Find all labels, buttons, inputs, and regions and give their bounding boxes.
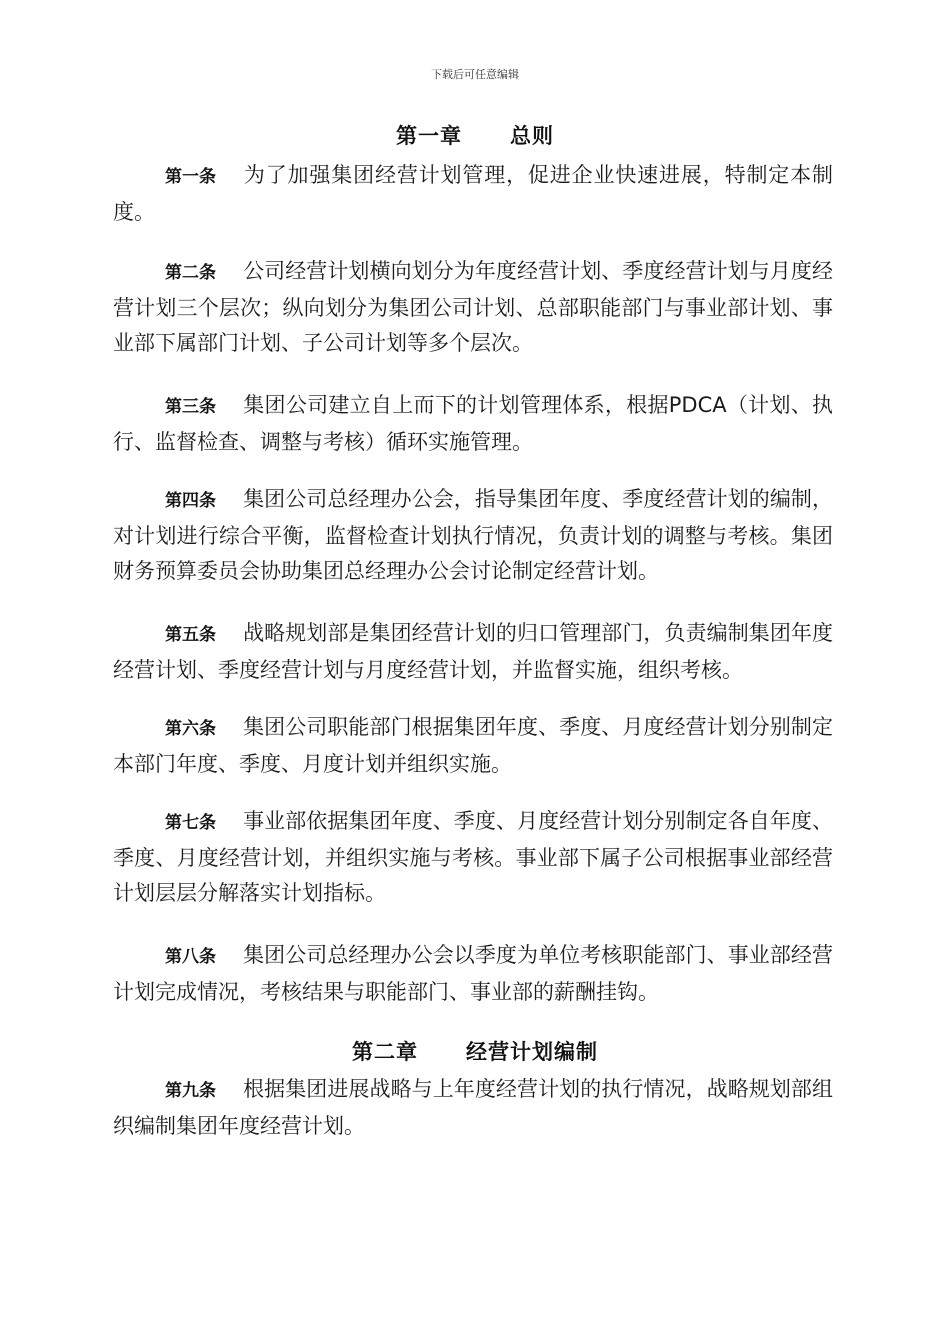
article-number: 第六条: [165, 719, 216, 739]
article-text: 为了加强集团经营计划管理，促进企业快速进展，特制定本制度。: [113, 163, 833, 224]
article-text: 事业部依据集团年度、季度、月度经营计划分别制定各自年度、季度、月度经营计划，并组织实施与考核。事业部下属子公司根据事业部经营计划层层分解落实计划指标。: [113, 809, 833, 905]
article-number: 第一条: [165, 167, 216, 187]
article-number: 第九条: [165, 1081, 216, 1101]
chapter-number: 第二章: [352, 1040, 418, 1064]
article: [113, 158, 833, 230]
article-number: 第三条: [165, 397, 216, 417]
article-text: 集团公司职能部门根据集团年度、季度、月度经营计划分别制定本部门年度、季度、月度计划并组织实施。: [113, 715, 833, 776]
article-number: 第四条: [165, 491, 216, 511]
article-text: 集团公司总经理办公会，指导集团年度、季度经营计划的编制，对计划进行综合平衡，监督检查计划执行情况，负责计划的调整与考核。集团财务预算委员会协助集团总经理办公会讨论制定经营计划。: [113, 487, 833, 583]
article: [113, 616, 833, 688]
article: [113, 388, 833, 460]
chapter-title: [0, 1036, 950, 1066]
article: [113, 804, 833, 911]
article-text: 公司经营计划横向划分为年度经营计划、季度经营计划与月度经营计划三个层次；纵向划分为集团公司计划、总部职能部门与事业部计划、事业部下属部门计划、子公司计划等多个层次。: [113, 259, 833, 355]
article: [113, 710, 833, 782]
chapter-title: [0, 120, 950, 150]
article: [113, 254, 833, 361]
chapter-number: 第一章: [396, 124, 462, 148]
article-text: 根据集团进展战略与上年度经营计划的执行情况，战略规划部组织编制集团年度经营计划。: [113, 1077, 833, 1138]
article: [113, 1072, 833, 1144]
article-text: 战略规划部是集团经营计划的归口管理部门，负责编制集团年度经营计划、季度经营计划与月度经营计划，并监督实施，组织考核。: [113, 621, 833, 682]
article-number: 第二条: [165, 263, 216, 283]
chapter-name: 经营计划编制: [466, 1040, 598, 1064]
chapter-name: 总则: [510, 124, 554, 148]
article-number: 第八条: [165, 947, 216, 967]
article-number: 第五条: [165, 625, 216, 645]
page-header: 下载后可任意编辑: [431, 68, 519, 81]
article-text: 集团公司建立自上而下的计划管理体系，根据PDCA（计划、执行、监督检查、调整与考核）循环实施管理。: [113, 393, 833, 454]
article-text: 集团公司总经理办公会以季度为单位考核职能部门、事业部经营计划完成情况，考核结果与职能部门、事业部的薪酬挂钩。: [113, 943, 833, 1004]
article: [113, 482, 833, 589]
article: [113, 938, 833, 1010]
article-number: 第七条: [165, 813, 216, 833]
